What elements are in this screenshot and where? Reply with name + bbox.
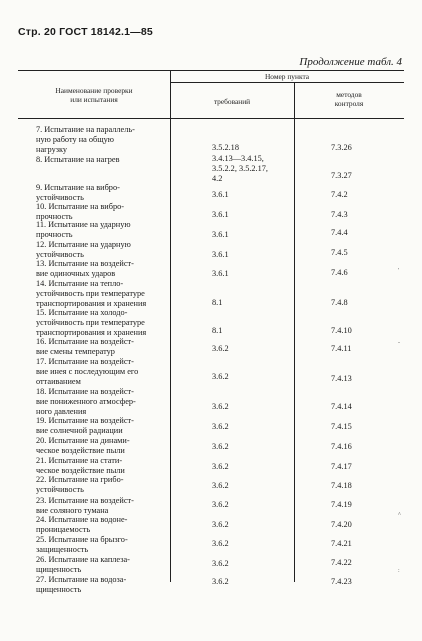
- control-method-clause: 7.4.10: [331, 326, 352, 335]
- header-item-number: Номер пункта: [264, 72, 310, 81]
- control-method-clause: 7.4.15: [331, 422, 352, 431]
- test-name: 18. Испытание на воздейст- вие пониженного атмосфер- ного давления: [36, 387, 136, 417]
- table-header-bottom-rule: [18, 118, 404, 119]
- requirement-clause: 8.1: [212, 298, 223, 307]
- test-name: 11. Испытание на ударную прочность: [36, 220, 131, 240]
- control-method-clause: 7.4.8: [331, 298, 348, 307]
- scan-mark: ': [398, 268, 400, 274]
- requirement-clause: 3.6.1: [212, 269, 229, 278]
- control-method-clause: 7.4.6: [331, 268, 348, 277]
- test-name: 17. Испытание на воздейст- вие инея с последующим его оттаиванием: [36, 357, 139, 387]
- test-name: 24. Испытание на водоне- проницаемость: [36, 515, 128, 535]
- scan-mark: -: [398, 340, 400, 346]
- test-name: 23. Испытание на воздейст- вие соляного тумана: [36, 496, 134, 516]
- requirement-clause: 3.6.2: [212, 372, 229, 381]
- header-requirements: требований: [213, 97, 251, 106]
- test-name: 20. Испытание на динами- ческое воздействие пыли: [36, 436, 130, 456]
- control-method-clause: 7.4.3: [331, 210, 348, 219]
- control-method-clause: 7.3.26: [331, 143, 352, 152]
- page-header: Стр. 20 ГОСТ 18142.1—85: [18, 26, 153, 38]
- requirement-clause: 3.6.2: [212, 422, 229, 431]
- test-name: 7. Испытание на параллель- ную работу на общую нагрузку: [36, 125, 135, 155]
- control-method-clause: 7.4.20: [331, 520, 352, 529]
- requirement-clause: 3.6.2: [212, 500, 229, 509]
- control-method-clause: 7.4.2: [331, 190, 348, 199]
- requirement-clause: 3.4.13—3.4.15, 3.5.2.2, 3.5.2.17, 4.2: [212, 154, 269, 184]
- requirement-clause: 3.6.2: [212, 520, 229, 529]
- column-number-rule: [170, 82, 404, 83]
- test-name: 26. Испытание на каплеза- щищенность: [36, 555, 130, 575]
- test-name: 22. Испытание на грибо- устойчивость: [36, 475, 124, 495]
- test-name: 25. Испытание на брызго- защищенность: [36, 535, 128, 555]
- requirement-clause: 3.6.1: [212, 230, 229, 239]
- test-name: 12. Испытание на ударную устойчивость: [36, 240, 131, 260]
- header-test-name: Наименование проверки или испытания: [55, 86, 133, 104]
- control-method-clause: 7.4.11: [331, 344, 352, 353]
- scan-mark: :: [398, 568, 400, 574]
- control-method-clause: 7.4.21: [331, 539, 352, 548]
- control-method-clause: 7.4.14: [331, 402, 352, 411]
- control-method-clause: 7.4.22: [331, 558, 352, 567]
- requirement-clause: 3.6.2: [212, 481, 229, 490]
- control-method-clause: 7.4.13: [331, 374, 352, 383]
- test-name: 10. Испытание на вибро- прочность: [36, 202, 125, 222]
- control-method-clause: 7.4.5: [331, 248, 348, 257]
- requirement-clause: 3.6.1: [212, 190, 229, 199]
- requirement-clause: 3.6.2: [212, 559, 229, 568]
- control-method-clause: 7.3.27: [331, 171, 352, 180]
- requirement-clause: 3.6.2: [212, 402, 229, 411]
- test-name: 21. Испытание на стати- ческое воздействие пыли: [36, 456, 125, 476]
- requirement-clause: 3.5.2.18: [212, 143, 239, 152]
- control-method-clause: 7.4.17: [331, 462, 352, 471]
- test-name: 15. Испытание на холодо- устойчивость при температуре транспортирования и хранения: [36, 308, 147, 338]
- test-name: 16. Испытание на воздейст- вие смены температур: [36, 337, 134, 357]
- requirement-clause: 3.6.1: [212, 210, 229, 219]
- column-divider-1: [170, 70, 171, 582]
- control-method-clause: 7.4.18: [331, 481, 352, 490]
- table-continuation-label: Продолжение табл. 4: [299, 56, 402, 68]
- control-method-clause: 7.4.19: [331, 500, 352, 509]
- test-name: 27. Испытание на водоза- щищенность: [36, 575, 127, 595]
- requirement-clause: 3.6.2: [212, 462, 229, 471]
- test-name: 8. Испытание на нагрев: [36, 155, 120, 164]
- control-method-clause: 7.4.23: [331, 577, 352, 586]
- requirement-clause: 3.6.2: [212, 344, 229, 353]
- scan-mark: ^: [398, 512, 401, 518]
- requirement-clause: 3.6.2: [212, 539, 229, 548]
- header-control-methods: методов контроля: [334, 90, 364, 108]
- test-name: 13. Испытание на воздейст- вие одиночных ударов: [36, 259, 134, 279]
- requirement-clause: 3.6.1: [212, 250, 229, 259]
- test-name: 19. Испытание на воздейст- вие солнечной радиации: [36, 416, 134, 436]
- test-name: 14. Испытание на тепло- устойчивость при температуре транспортирования и хранения: [36, 279, 147, 309]
- table-top-rule: [18, 70, 404, 71]
- test-name: 9. Испытание на вибро- устойчивость: [36, 183, 120, 203]
- control-method-clause: 7.4.16: [331, 442, 352, 451]
- requirement-clause: 3.6.2: [212, 442, 229, 451]
- control-method-clause: 7.4.4: [331, 228, 348, 237]
- requirement-clause: 8.1: [212, 326, 223, 335]
- requirement-clause: 3.6.2: [212, 577, 229, 586]
